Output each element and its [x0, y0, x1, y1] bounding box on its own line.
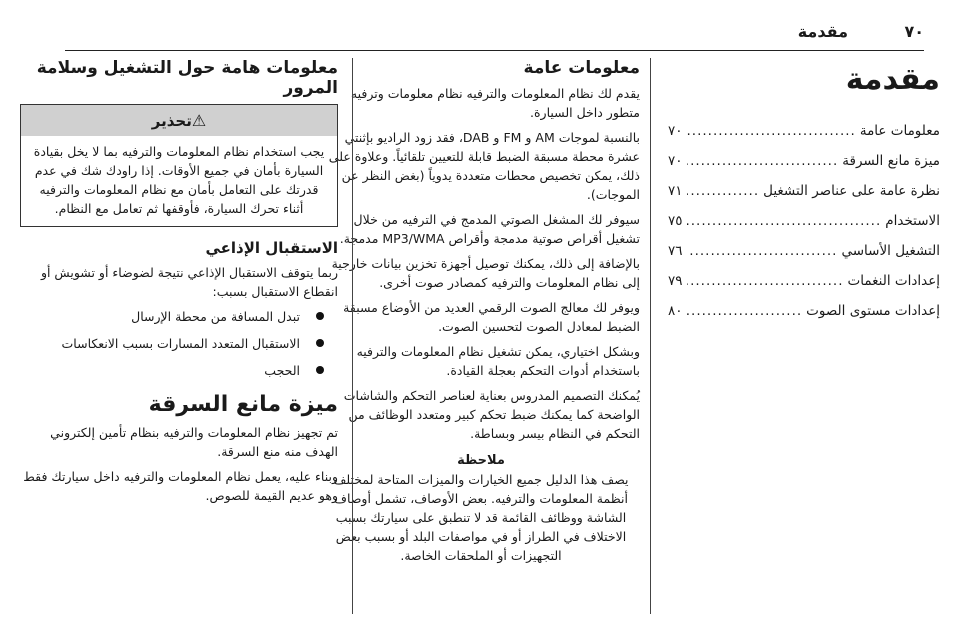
toc-item-page: ٧٠	[668, 153, 683, 169]
toc-item-page: ٧٥	[668, 213, 683, 229]
safety-column	[20, 58, 338, 614]
toc-item-page: ٧٠	[668, 123, 683, 139]
toc-item-label: نظرة عامة على عناصر التشغيل	[763, 183, 940, 199]
header-title: مقدمة	[797, 22, 848, 41]
toc-dot-leader	[687, 123, 856, 139]
list-item: تبدل المسافة من محطة الإرسال	[20, 307, 338, 326]
general-column	[322, 58, 640, 614]
toc-item[interactable]	[668, 123, 940, 153]
toc-item[interactable]	[668, 303, 940, 333]
section-title-safety: معلومات هامة حول التشغيل وسلامة المرور	[36, 58, 338, 98]
toc-dot-leader	[687, 243, 838, 259]
toc-item[interactable]	[668, 243, 940, 273]
paragraph: يُمكنك التصميم المدروس بعناية لعناصر التحكم والشاشات الواضحة كما يمكنك ضبط تحكم كبير ومتعدد الوظائف من التحكم في النظام بيسر وبساطة.	[343, 388, 640, 441]
toc-item-label: معلومات عامة	[859, 123, 940, 139]
paragraph: ربما يتوقف الاستقبال الإذاعي نتيجة لضوضاء أو تشويش أو انقطاع الاستقبال بسبب:	[40, 265, 338, 299]
toc-item-page: ٨٠	[668, 303, 683, 319]
bullet-icon	[316, 339, 324, 347]
warning-header	[21, 105, 337, 136]
chapter-title: مقدمة	[845, 62, 940, 97]
toc-column	[668, 58, 940, 614]
toc-item[interactable]	[668, 153, 940, 183]
header-rule	[65, 50, 924, 51]
toc-dot-leader	[687, 273, 844, 289]
paragraph: وبناء عليه، يعمل نظام المعلومات والترفيه داخل سيارتك فقط وهو عديم القيمة للصوص.	[23, 469, 338, 503]
section-title-antitheft: ميزة مانع السرقة	[148, 392, 338, 417]
note-title: ملاحظة	[457, 453, 505, 468]
column-divider	[650, 58, 651, 614]
list-item: الاستقبال المتعدد المسارات بسبب الانعكاسات	[20, 334, 338, 353]
bullet-icon	[316, 366, 324, 374]
toc-item[interactable]	[668, 183, 940, 213]
toc-dot-leader	[687, 213, 882, 229]
warning-title: تحذير	[151, 112, 192, 130]
toc-item[interactable]	[668, 213, 940, 243]
page-header	[0, 0, 960, 48]
bullet-list	[20, 307, 338, 380]
paragraph: بالإضافة إلى ذلك، يمكنك توصيل أجهزة تخزين بيانات خارجية إلى نظام المعلومات والترفيه كمصادر صوت أخرى.	[331, 256, 640, 290]
column-divider	[352, 58, 353, 614]
toc-list	[668, 123, 940, 333]
toc-item-label: الاستخدام	[885, 213, 940, 229]
toc-item-label: التشغيل الأساسي	[841, 243, 940, 259]
toc-dot-leader	[687, 183, 760, 199]
toc-item-label: إعدادات مستوى الصوت	[806, 303, 940, 319]
paragraph: ويوفر لك معالج الصوت الرقمي العديد من الأوضاع مسبقة الضبط لمعادل الصوت لتحسين الصوت.	[343, 300, 640, 334]
paragraph: وبشكل اختياري، يمكن تشغيل نظام المعلومات والترفيه باستخدام أدوات التحكم بعجلة القيادة.	[356, 344, 640, 378]
subsection-title-radio: الاستقبال الإذاعي	[205, 239, 338, 257]
warning-triangle-icon: ⚠	[191, 111, 207, 130]
paragraph: يقدم لك نظام المعلومات والترفيه نظام معلومات وترفيه متطور داخل السيارة.	[350, 86, 640, 120]
section-title-general: معلومات عامة	[523, 58, 640, 78]
toc-item-label: إعدادات النغمات	[847, 273, 940, 289]
warning-box	[20, 104, 338, 227]
toc-item-page: ٧٩	[668, 273, 683, 289]
paragraph: سيوفر لك المشغل الصوتي المدمج في الترفيه من خلال تشغيل أقراص صوتية مدمجة وأقراص MP3/WMA مدمجة.	[339, 212, 640, 246]
toc-dot-leader	[687, 153, 839, 169]
note-text: يصف هذا الدليل جميع الخيارات والميزات المتاحة لمختلف أنظمة المعلومات والترفيه. بعض الأوصاف، تشمل أوصاف الشاشة ووظائف القائمة قد لا تنطبق على سيارتك بسبب الاختلاف في الطراز أو في مواصفات البلد أو بسبب بعض التجهيزات أو الملحقات الخاصة.	[333, 472, 629, 563]
list-item: الحجب	[20, 361, 338, 380]
warning-text: يجب استخدام نظام المعلومات والترفيه بما لا يخل بقيادة السيارة بأمان في جميع الأوقات. إذا راودك شك في عدم قدرتك على التعامل بأمان مع نظام المعلومات والترفيه أثناء تحرك السيارة، فأوقفها ثم تعامل مع النظام.	[33, 144, 325, 216]
toc-dot-leader	[687, 303, 803, 319]
toc-item-label: ميزة مانع السرقة	[842, 153, 940, 169]
page-number: ٧٠	[904, 22, 924, 41]
toc-item[interactable]	[668, 273, 940, 303]
toc-item-page: ٧٦	[668, 243, 683, 259]
paragraph: بالنسبة لموجات AM و FM و DAB، فقد زود الراديو بإثنتي عشرة محطة مسبقة الضبط قابلة للتعيين تلقائياً. وعلاوة على ذلك، يمكن تخصيص محطات متعددة يدوياً (بغض النظر عن الموجات).	[328, 130, 640, 202]
toc-item-page: ٧١	[668, 183, 683, 199]
paragraph: تم تجهيز نظام المعلومات والترفيه بنظام تأمين إلكتروني الهدف منه منع السرقة.	[50, 425, 338, 459]
bullet-icon	[316, 312, 324, 320]
